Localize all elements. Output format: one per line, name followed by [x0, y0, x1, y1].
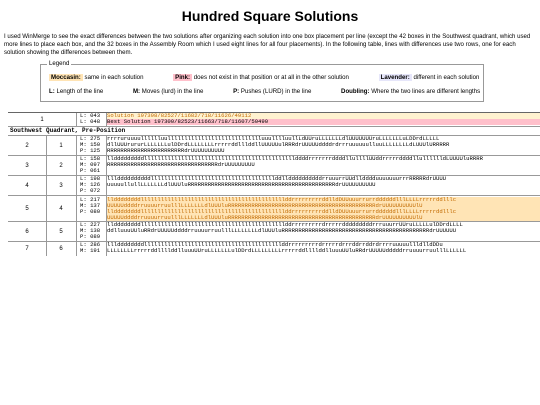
legend-colors-row [49, 74, 480, 81]
row-number: 1 [8, 113, 77, 126]
line-text: llddddddddlllllllllllllllllllllllllllllllllllllllllllddrrrrrrrrrddlldDUUuuurrurrddddddlllLLLLrrrrrddlllc [107, 197, 540, 203]
line-text: dllUUUrururLLLLLLLulDDrdLLLLLLLLrrrrrddlllddllUUUUUulRRRdrUUUUUddddrdrrruuuuuulluuLLLLLLLLdLUUUlURRRRR [107, 142, 450, 148]
line-label: P: 072 [80, 188, 101, 194]
legend-doubling-key: Doubling: [341, 88, 370, 95]
line-labels [78, 156, 107, 175]
box-number: 2 [46, 156, 77, 175]
line-text: lllddddddddddlllllllllllllllllllllllllllllllllllllddllddddddddddrruuurrUUdlldddduuuuuuurrrRRRRRdrUUUU [107, 176, 447, 182]
line-text: lllddddddddlllllllllllllllllllllllllllllllllllllllllddrrrrrrrrrdrrrrrdrrrddrrddrdrrrruuuuullldlldDDu [107, 242, 443, 248]
line-label: M: 138 [80, 228, 101, 234]
line-text [107, 188, 540, 194]
row-number: 5 [8, 196, 47, 221]
legend-pink-key: Pink: [175, 74, 191, 81]
table-row-solution-header [8, 113, 540, 127]
line-label: P: 125 [80, 148, 101, 154]
table-row [8, 176, 540, 196]
page-title: Hundred Square Solutions [181, 8, 359, 24]
row-number: 7 [8, 242, 47, 256]
line-text: UUUUUddddrruuuurruulllLLLLLLLdlUUUluRRRRRRRRRRRRRRRRRRRRRRRRRRRRRRRRRRRRRRRRRRRRdrUUUUUUUUUUlU [107, 203, 540, 209]
line-text: LLLLLLLLrrrrrddllllddlluuuUUruLLLLLLLulDDrdLLLLLLLLLrrrrrddllllddlluuuUUluRRdrUUUUUdddddrruuuurruulllLLLLLL [107, 248, 467, 254]
row-number: 4 [8, 176, 47, 195]
line-label: M: 137 [80, 203, 101, 209]
best-solution-line: Best Solution 197300/82523/11663/718/11607/50490 [107, 119, 540, 125]
legend-box [40, 60, 484, 102]
box-number: 3 [46, 176, 77, 195]
line-text: rrrruruuuulllllluulllllllllllllllllllllllllllluuulllluullLdUUruLLLLLLLdlUUUUUUUruLLLLLLLuLDDrdLLLLL [107, 136, 440, 142]
legend-m-key: M: [132, 88, 141, 95]
line-text: UUUUUddddrruuuurruulllLLLLLLLdlUUUluRRRRRRRRRRRRRRRRRRRRRRRRRRRRRRRRRRRRRRRRRRRRdrUUUUUUUUUUlU [107, 215, 540, 221]
legend-lavender-key: Lavender: [380, 74, 410, 81]
legend-l-key: L: [49, 88, 55, 95]
line-label: L: 227 [80, 222, 101, 228]
legend-lavender-text: different in each solution [413, 74, 480, 81]
line-text: RRRRRRRRRRRRRRRRRRRRRRRdrUUUUUUUUUU [107, 148, 225, 154]
line-texts [107, 242, 540, 256]
line-label: M: 126 [80, 182, 101, 188]
line-label: L: 048 [80, 119, 101, 125]
line-texts [107, 156, 540, 175]
table-row [8, 156, 540, 176]
legend-title: Legend [49, 60, 70, 67]
line-label: M: 150 [80, 142, 101, 148]
legend-m-text: Moves (lurd) in the line [141, 88, 204, 95]
row-number: 3 [8, 156, 47, 175]
line-texts [107, 196, 540, 221]
box-number: 6 [46, 242, 77, 256]
legend-moccasin-text: same in each solution [84, 74, 144, 81]
line-labels [78, 176, 107, 195]
line-text [107, 234, 540, 240]
table-row [8, 136, 540, 156]
solution-line: Solution 197398/82527/11682/718/11626/49112 [107, 113, 540, 119]
line-label: L: 198 [80, 176, 101, 182]
line-label: L: 275 [80, 136, 101, 142]
line-labels [78, 222, 107, 241]
line-text: uuuuullullLLLLLLLdlUUUluRRRRRRRRRRRRRRRRRRRRRRRRRRRRRRRRRRRRRRRRRRRRdrUUUUUUUUUU [107, 182, 376, 188]
line-text: llddddddddlllllllllllllllllllllllllllllllllllllllllllddrrrrrrrrrddlldDUUuuurrurrddddddlllLLLLrrrrrddlllc [107, 209, 540, 215]
row-number: 2 [8, 136, 47, 155]
legend-keys-row [49, 88, 481, 95]
line-label: L: 043 [80, 113, 101, 119]
box-number: 4 [46, 196, 77, 221]
table-row [8, 242, 540, 256]
line-text [107, 168, 540, 174]
line-label: L: 158 [80, 156, 101, 162]
line-texts [107, 222, 540, 241]
table-row-doubled [8, 196, 540, 222]
line-label: M: 097 [80, 162, 101, 168]
line-labels [78, 136, 107, 155]
intro-paragraph: I used WinMerge to see the exact differences between the two solutions after organizing each solution into one box placement per line (except the 42 boxes in the Southwest quadrant, which used more lines to place each box, and the 32 boxes in the Assembly Room which I used eight lines for all four placements). In the following table, lines with differences use two rows, one for each solution showing the differences between them. [4, 33, 531, 56]
line-labels [78, 242, 107, 256]
line-texts [107, 136, 540, 155]
line-labels [78, 113, 107, 126]
table-row [8, 222, 540, 242]
line-text: lldddddddddlllllllllllllllllllllllllllllllllllllllllllllddddrrrrrrrddddllullllUUddrrrrrddddllulllllldLUUUUluRRRR [107, 156, 483, 162]
line-label: L: 286 [80, 242, 101, 248]
line-label: P: 089 [80, 234, 101, 240]
section-heading: Southwest Quadrant, Pre-Position [8, 127, 540, 136]
box-number: 1 [46, 136, 77, 155]
line-label: P: 080 [80, 209, 101, 215]
diff-table [8, 112, 540, 256]
line-label: L: 217 [80, 197, 101, 203]
line-texts [107, 113, 540, 126]
line-text: llddddddddlllllllllllllllllllllllllllllllllllllllllllddrrrrrrrrrdrrrrrdddddddddrrruuurrUUruLLLLLulDDrdLLLL [107, 222, 463, 228]
line-text: RRRRRRRRRRRRRRRRRRRRRRRRRRRRRRRRRdrUUUUUUUUU [107, 162, 255, 168]
row-number: 6 [8, 222, 47, 241]
line-label: P: 061 [80, 168, 101, 174]
legend-doubling-text: Where the two lines are different lengths [371, 88, 481, 95]
legend-l-text: Length of the line [56, 88, 104, 95]
box-number: 5 [46, 222, 77, 241]
line-label: M: 191 [80, 248, 101, 254]
legend-p-text: Pushes (LURD) in the line [240, 88, 312, 95]
legend-p-key: P: [233, 88, 240, 95]
line-labels [78, 196, 107, 221]
legend-moccasin-key: Moccasin: [51, 74, 81, 81]
line-text: ddlluuuUUluRRdrUUUUUddddrruuuurruulllLLLLLLLLdlUUUluRRRRRRRRRRRRRRRRRRRRRRRRRRRRRRRRRRRRRRRRRRRRdrUUUUUU [107, 228, 457, 234]
line-texts [107, 176, 540, 195]
legend-pink-text: does not exist in that position or at all in the other solution [193, 74, 349, 81]
